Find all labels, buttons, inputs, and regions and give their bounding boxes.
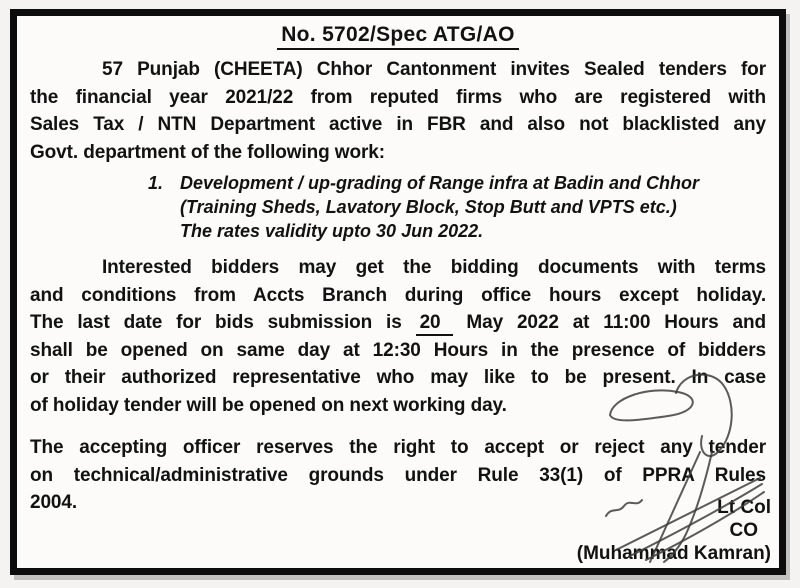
signature-block	[577, 496, 771, 565]
reference-number	[30, 23, 766, 47]
officer-line-3: 2004.	[30, 492, 78, 513]
intro-line-3: Sales Tax / NTN Department active in FBR and also not blacklisted any	[30, 114, 766, 135]
work-line-1: Development / up-grading of Range infra at Badin and Chhor	[180, 173, 700, 193]
intro-line-1: 57 Punjab (CHEETA) Chhor Cantonment invites Sealed tenders for	[102, 59, 766, 80]
document-border-frame	[10, 9, 786, 575]
deadline-date-underlined: 20	[416, 312, 453, 336]
bidding-line-6: of holiday tender will be opened on next working day.	[30, 394, 507, 416]
deadline-post: May 2022 at 11:00 Hours and	[466, 312, 766, 333]
intro-paragraph	[30, 56, 766, 166]
work-list-item	[148, 171, 766, 243]
bidding-line-4: shall be opened on same day at 12:30 Hours in the presence of bidders	[30, 339, 766, 361]
signature-name: (Muhammad Kamran)	[576, 543, 771, 564]
intro-line-2: the financial year 2021/22 from reputed firms who are registered with	[30, 86, 766, 108]
bidding-paragraph	[30, 254, 766, 419]
reference-number-text: No. 5702/Spec ATG/AO	[277, 23, 519, 50]
work-line-2: (Training Sheds, Lavatory Block, Stop Butt and VPTS etc.)	[180, 197, 677, 217]
signature-rank: Lt Col	[717, 497, 771, 518]
bidding-line-2: and conditions from Accts Branch during office hours except holiday.	[30, 284, 766, 306]
bid-deadline-line	[30, 309, 766, 337]
intro-line-4: Govt. department of the following work:	[30, 141, 385, 163]
work-list-text	[180, 171, 699, 243]
officer-line-2: on technical/administrative grounds under Rule 33(1) of PPRA Rules	[30, 464, 766, 486]
bidding-line-5: or their authorized representative who may like to be present. In case	[30, 367, 766, 388]
work-list-number: 1.	[148, 173, 164, 193]
work-line-3: The rates validity upto 30 Jun 2022.	[180, 221, 484, 241]
officer-line-1: The accepting officer reserves the right to accept or reject any tender	[30, 437, 766, 458]
bidding-line-1: Interested bidders may get the bidding documents with terms	[102, 257, 766, 278]
signature-designation: CO	[729, 520, 758, 541]
deadline-pre: The last date for bids submission is	[30, 312, 402, 333]
